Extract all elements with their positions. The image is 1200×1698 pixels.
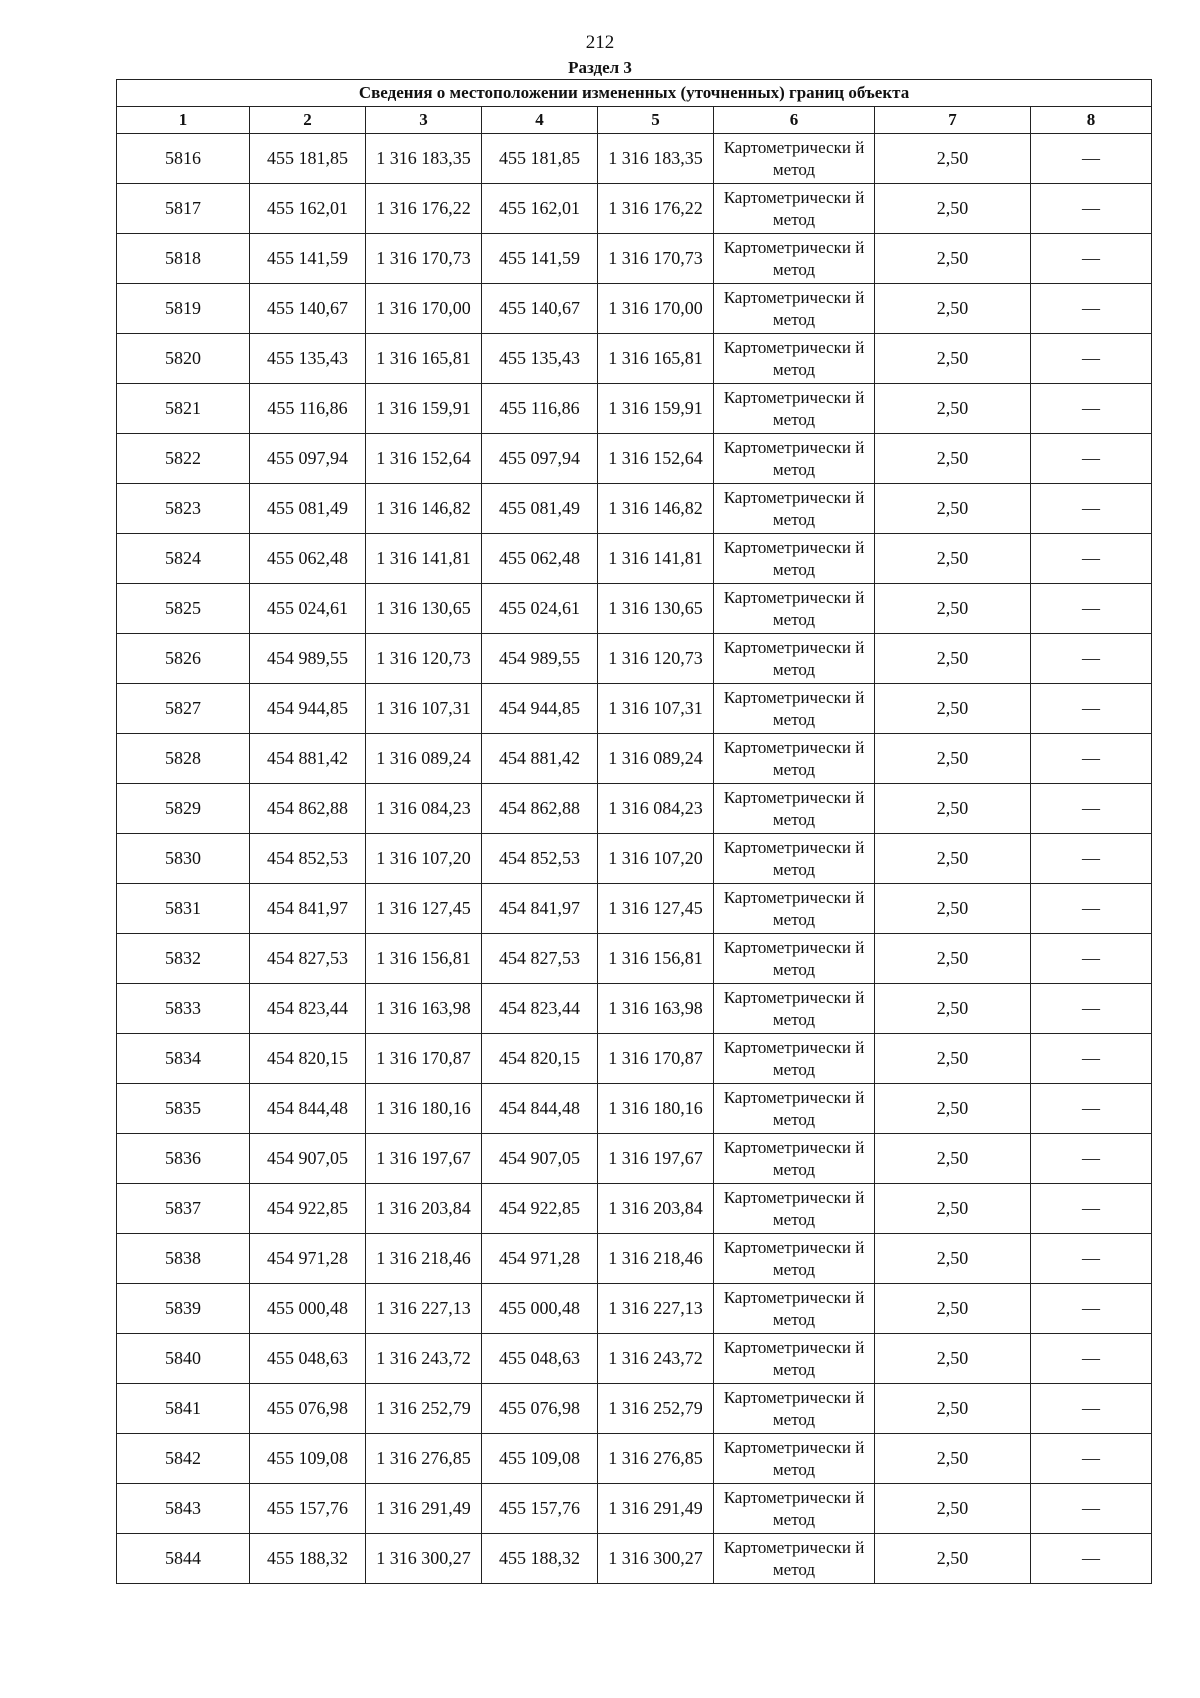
- cell-point-number: 5830: [117, 834, 250, 884]
- cell-y-existing: 1 316 130,65: [366, 584, 482, 634]
- cell-x-existing: 455 062,48: [250, 534, 366, 584]
- cell-y-new: 1 316 252,79: [598, 1384, 714, 1434]
- cell-x-existing: 454 844,48: [250, 1084, 366, 1134]
- cell-y-new: 1 316 203,84: [598, 1184, 714, 1234]
- cell-y-existing: 1 316 183,35: [366, 134, 482, 184]
- cell-description: —: [1031, 1284, 1152, 1334]
- cell-y-new: 1 316 218,46: [598, 1234, 714, 1284]
- cell-x-new: 454 852,53: [482, 834, 598, 884]
- cell-x-new: 455 116,86: [482, 384, 598, 434]
- cell-y-existing: 1 316 176,22: [366, 184, 482, 234]
- cell-x-existing: 455 140,67: [250, 284, 366, 334]
- table-row: [117, 284, 1152, 334]
- cell-description: —: [1031, 1434, 1152, 1484]
- cell-accuracy: 2,50: [875, 884, 1031, 934]
- cell-accuracy: 2,50: [875, 384, 1031, 434]
- cell-x-existing: 455 081,49: [250, 484, 366, 534]
- cell-description: —: [1031, 534, 1152, 584]
- table-row: [117, 1434, 1152, 1484]
- cell-description: —: [1031, 684, 1152, 734]
- cell-accuracy: 2,50: [875, 284, 1031, 334]
- cell-y-new: 1 316 107,20: [598, 834, 714, 884]
- cell-x-new: 454 944,85: [482, 684, 598, 734]
- cell-description: —: [1031, 1184, 1152, 1234]
- cell-point-number: 5838: [117, 1234, 250, 1284]
- cell-method: Картометрически й метод: [714, 234, 875, 284]
- cell-description: —: [1031, 1334, 1152, 1384]
- cell-x-new: 455 081,49: [482, 484, 598, 534]
- cell-y-existing: 1 316 141,81: [366, 534, 482, 584]
- cell-accuracy: 2,50: [875, 484, 1031, 534]
- cell-x-new: 454 922,85: [482, 1184, 598, 1234]
- cell-y-new: 1 316 197,67: [598, 1134, 714, 1184]
- cell-y-new: 1 316 141,81: [598, 534, 714, 584]
- cell-x-existing: 454 944,85: [250, 684, 366, 734]
- cell-accuracy: 2,50: [875, 584, 1031, 634]
- cell-description: —: [1031, 234, 1152, 284]
- cell-y-existing: 1 316 203,84: [366, 1184, 482, 1234]
- cell-y-new: 1 316 183,35: [598, 134, 714, 184]
- cell-point-number: 5821: [117, 384, 250, 434]
- cell-point-number: 5829: [117, 784, 250, 834]
- cell-method: Картометрически й метод: [714, 184, 875, 234]
- cell-point-number: 5816: [117, 134, 250, 184]
- cell-point-number: 5826: [117, 634, 250, 684]
- table-row: [117, 334, 1152, 384]
- cell-y-existing: 1 316 227,13: [366, 1284, 482, 1334]
- cell-y-new: 1 316 107,31: [598, 684, 714, 734]
- cell-point-number: 5837: [117, 1184, 250, 1234]
- cell-description: —: [1031, 834, 1152, 884]
- column-header-3: 3: [366, 107, 482, 134]
- cell-y-existing: 1 316 152,64: [366, 434, 482, 484]
- cell-y-new: 1 316 170,00: [598, 284, 714, 334]
- cell-x-existing: 454 827,53: [250, 934, 366, 984]
- cell-x-new: 454 841,97: [482, 884, 598, 934]
- cell-y-new: 1 316 176,22: [598, 184, 714, 234]
- cell-accuracy: 2,50: [875, 1184, 1031, 1234]
- column-header-2: 2: [250, 107, 366, 134]
- cell-y-existing: 1 316 146,82: [366, 484, 482, 534]
- cell-y-existing: 1 316 170,73: [366, 234, 482, 284]
- cell-x-existing: 455 097,94: [250, 434, 366, 484]
- cell-x-new: 454 971,28: [482, 1234, 598, 1284]
- cell-description: —: [1031, 1034, 1152, 1084]
- cell-y-new: 1 316 276,85: [598, 1434, 714, 1484]
- cell-y-new: 1 316 159,91: [598, 384, 714, 434]
- table-body: [117, 134, 1152, 1584]
- cell-x-new: 455 140,67: [482, 284, 598, 334]
- cell-x-existing: 455 157,76: [250, 1484, 366, 1534]
- cell-point-number: 5833: [117, 984, 250, 1034]
- cell-y-new: 1 316 163,98: [598, 984, 714, 1034]
- cell-x-new: 454 820,15: [482, 1034, 598, 1084]
- cell-description: —: [1031, 784, 1152, 834]
- cell-y-new: 1 316 180,16: [598, 1084, 714, 1134]
- cell-y-new: 1 316 156,81: [598, 934, 714, 984]
- table-row: [117, 1484, 1152, 1534]
- cell-x-new: 455 181,85: [482, 134, 598, 184]
- cell-accuracy: 2,50: [875, 234, 1031, 284]
- table-row: [117, 884, 1152, 934]
- table-row: [117, 534, 1152, 584]
- column-header-4: 4: [482, 107, 598, 134]
- cell-y-existing: 1 316 252,79: [366, 1384, 482, 1434]
- cell-description: —: [1031, 1234, 1152, 1284]
- cell-method: Картометрически й метод: [714, 684, 875, 734]
- cell-method: Картометрически й метод: [714, 784, 875, 834]
- table-row: [117, 1034, 1152, 1084]
- column-header-1: 1: [117, 107, 250, 134]
- cell-description: —: [1031, 984, 1152, 1034]
- column-header-6: 6: [714, 107, 875, 134]
- cell-x-new: 454 907,05: [482, 1134, 598, 1184]
- cell-y-existing: 1 316 089,24: [366, 734, 482, 784]
- cell-x-existing: 455 109,08: [250, 1434, 366, 1484]
- cell-x-new: 455 097,94: [482, 434, 598, 484]
- cell-x-new: 455 157,76: [482, 1484, 598, 1534]
- cell-x-existing: 455 076,98: [250, 1384, 366, 1434]
- cell-y-new: 1 316 146,82: [598, 484, 714, 534]
- cell-x-existing: 455 000,48: [250, 1284, 366, 1334]
- cell-y-new: 1 316 165,81: [598, 334, 714, 384]
- cell-y-new: 1 316 170,73: [598, 234, 714, 284]
- cell-point-number: 5820: [117, 334, 250, 384]
- cell-y-existing: 1 316 243,72: [366, 1334, 482, 1384]
- cell-accuracy: 2,50: [875, 1434, 1031, 1484]
- cell-y-new: 1 316 300,27: [598, 1534, 714, 1584]
- cell-x-new: 455 000,48: [482, 1284, 598, 1334]
- cell-y-existing: 1 316 107,20: [366, 834, 482, 884]
- cell-point-number: 5836: [117, 1134, 250, 1184]
- table-row: [117, 1334, 1152, 1384]
- cell-accuracy: 2,50: [875, 784, 1031, 834]
- table-row: [117, 934, 1152, 984]
- cell-x-new: 454 881,42: [482, 734, 598, 784]
- cell-y-new: 1 316 227,13: [598, 1284, 714, 1334]
- cell-method: Картометрически й метод: [714, 1234, 875, 1284]
- cell-description: —: [1031, 484, 1152, 534]
- cell-x-existing: 454 823,44: [250, 984, 366, 1034]
- cell-accuracy: 2,50: [875, 1034, 1031, 1084]
- cell-y-existing: 1 316 120,73: [366, 634, 482, 684]
- section-title: Раздел 3: [568, 58, 632, 77]
- cell-method: Картометрически й метод: [714, 1534, 875, 1584]
- cell-method: Картометрически й метод: [714, 1134, 875, 1184]
- page-number: 212: [585, 32, 615, 53]
- table-row: [117, 1234, 1152, 1284]
- cell-x-new: 455 076,98: [482, 1384, 598, 1434]
- cell-description: —: [1031, 384, 1152, 434]
- table-row: [117, 1084, 1152, 1134]
- cell-x-existing: 454 862,88: [250, 784, 366, 834]
- table-row: [117, 834, 1152, 884]
- cell-y-new: 1 316 170,87: [598, 1034, 714, 1084]
- cell-x-new: 454 844,48: [482, 1084, 598, 1134]
- cell-accuracy: 2,50: [875, 1334, 1031, 1384]
- cell-point-number: 5828: [117, 734, 250, 784]
- cell-description: —: [1031, 1384, 1152, 1434]
- cell-y-existing: 1 316 159,91: [366, 384, 482, 434]
- cell-x-existing: 455 116,86: [250, 384, 366, 434]
- cell-x-existing: 455 141,59: [250, 234, 366, 284]
- cell-description: —: [1031, 434, 1152, 484]
- cell-point-number: 5844: [117, 1534, 250, 1584]
- cell-x-existing: 455 188,32: [250, 1534, 366, 1584]
- cell-point-number: 5841: [117, 1384, 250, 1434]
- cell-method: Картометрически й метод: [714, 384, 875, 434]
- cell-description: —: [1031, 134, 1152, 184]
- cell-accuracy: 2,50: [875, 1084, 1031, 1134]
- cell-description: —: [1031, 284, 1152, 334]
- column-header-7: 7: [875, 107, 1031, 134]
- cell-x-existing: 454 922,85: [250, 1184, 366, 1234]
- column-number-row: [117, 107, 1152, 134]
- cell-accuracy: 2,50: [875, 984, 1031, 1034]
- cell-x-existing: 454 971,28: [250, 1234, 366, 1284]
- cell-x-existing: 454 841,97: [250, 884, 366, 934]
- cell-y-new: 1 316 120,73: [598, 634, 714, 684]
- cell-y-existing: 1 316 165,81: [366, 334, 482, 384]
- table-caption: Сведения о местоположении измененных (уточненных) границ объекта: [117, 80, 1152, 107]
- cell-method: Картометрически й метод: [714, 884, 875, 934]
- column-header-8: 8: [1031, 107, 1152, 134]
- coordinates-table: [116, 79, 1152, 1584]
- cell-y-existing: 1 316 276,85: [366, 1434, 482, 1484]
- cell-accuracy: 2,50: [875, 1484, 1031, 1534]
- cell-description: —: [1031, 884, 1152, 934]
- table-row: [117, 134, 1152, 184]
- cell-y-existing: 1 316 156,81: [366, 934, 482, 984]
- cell-method: Картометрически й метод: [714, 1434, 875, 1484]
- cell-x-existing: 454 989,55: [250, 634, 366, 684]
- cell-y-existing: 1 316 218,46: [366, 1234, 482, 1284]
- table-row: [117, 634, 1152, 684]
- cell-method: Картометрически й метод: [714, 1034, 875, 1084]
- table-row: [117, 384, 1152, 434]
- cell-x-new: 455 135,43: [482, 334, 598, 384]
- cell-y-existing: 1 316 170,87: [366, 1034, 482, 1084]
- cell-x-existing: 454 907,05: [250, 1134, 366, 1184]
- cell-method: Картометрически й метод: [714, 434, 875, 484]
- cell-point-number: 5827: [117, 684, 250, 734]
- cell-description: —: [1031, 634, 1152, 684]
- cell-y-existing: 1 316 300,27: [366, 1534, 482, 1584]
- cell-x-new: 454 827,53: [482, 934, 598, 984]
- cell-method: Картометрически й метод: [714, 1484, 875, 1534]
- cell-point-number: 5831: [117, 884, 250, 934]
- cell-accuracy: 2,50: [875, 1384, 1031, 1434]
- cell-accuracy: 2,50: [875, 684, 1031, 734]
- cell-method: Картометрически й метод: [714, 834, 875, 884]
- cell-y-existing: 1 316 197,67: [366, 1134, 482, 1184]
- cell-point-number: 5819: [117, 284, 250, 334]
- table-row: [117, 1284, 1152, 1334]
- cell-method: Картометрически й метод: [714, 534, 875, 584]
- cell-method: Картометрически й метод: [714, 134, 875, 184]
- cell-method: Картометрически й метод: [714, 1284, 875, 1334]
- cell-point-number: 5840: [117, 1334, 250, 1384]
- table-row: [117, 684, 1152, 734]
- table-row: [117, 984, 1152, 1034]
- cell-y-existing: 1 316 127,45: [366, 884, 482, 934]
- cell-y-new: 1 316 243,72: [598, 1334, 714, 1384]
- cell-accuracy: 2,50: [875, 534, 1031, 584]
- table-row: [117, 484, 1152, 534]
- cell-x-new: 455 141,59: [482, 234, 598, 284]
- cell-description: —: [1031, 184, 1152, 234]
- cell-description: —: [1031, 734, 1152, 784]
- cell-description: —: [1031, 934, 1152, 984]
- cell-point-number: 5823: [117, 484, 250, 534]
- cell-method: Картометрически й метод: [714, 634, 875, 684]
- cell-x-new: 454 989,55: [482, 634, 598, 684]
- cell-method: Картометрически й метод: [714, 584, 875, 634]
- cell-accuracy: 2,50: [875, 1284, 1031, 1334]
- cell-x-new: 455 024,61: [482, 584, 598, 634]
- cell-point-number: 5839: [117, 1284, 250, 1334]
- cell-accuracy: 2,50: [875, 734, 1031, 784]
- column-header-5: 5: [598, 107, 714, 134]
- cell-point-number: 5822: [117, 434, 250, 484]
- table-row: [117, 1534, 1152, 1584]
- cell-y-new: 1 316 089,24: [598, 734, 714, 784]
- cell-accuracy: 2,50: [875, 834, 1031, 884]
- cell-y-new: 1 316 084,23: [598, 784, 714, 834]
- cell-description: —: [1031, 1484, 1152, 1534]
- cell-y-existing: 1 316 107,31: [366, 684, 482, 734]
- cell-x-existing: 455 024,61: [250, 584, 366, 634]
- cell-accuracy: 2,50: [875, 134, 1031, 184]
- cell-y-existing: 1 316 084,23: [366, 784, 482, 834]
- table-row: [117, 1384, 1152, 1434]
- table-row: [117, 434, 1152, 484]
- cell-y-new: 1 316 130,65: [598, 584, 714, 634]
- cell-method: Картометрически й метод: [714, 1384, 875, 1434]
- cell-point-number: 5842: [117, 1434, 250, 1484]
- table-row: [117, 1134, 1152, 1184]
- cell-point-number: 5834: [117, 1034, 250, 1084]
- cell-y-new: 1 316 127,45: [598, 884, 714, 934]
- cell-x-existing: 455 162,01: [250, 184, 366, 234]
- cell-point-number: 5824: [117, 534, 250, 584]
- cell-y-existing: 1 316 291,49: [366, 1484, 482, 1534]
- cell-method: Картометрически й метод: [714, 1184, 875, 1234]
- cell-method: Картометрически й метод: [714, 934, 875, 984]
- cell-y-new: 1 316 152,64: [598, 434, 714, 484]
- cell-method: Картометрически й метод: [714, 284, 875, 334]
- cell-x-existing: 454 881,42: [250, 734, 366, 784]
- cell-method: Картометрически й метод: [714, 484, 875, 534]
- cell-accuracy: 2,50: [875, 1234, 1031, 1284]
- cell-point-number: 5817: [117, 184, 250, 234]
- cell-description: —: [1031, 334, 1152, 384]
- cell-description: —: [1031, 584, 1152, 634]
- cell-point-number: 5843: [117, 1484, 250, 1534]
- cell-accuracy: 2,50: [875, 934, 1031, 984]
- cell-point-number: 5818: [117, 234, 250, 284]
- cell-point-number: 5835: [117, 1084, 250, 1134]
- table-row: [117, 184, 1152, 234]
- cell-x-existing: 455 048,63: [250, 1334, 366, 1384]
- cell-x-new: 455 188,32: [482, 1534, 598, 1584]
- table-row: [117, 734, 1152, 784]
- table-row: [117, 234, 1152, 284]
- cell-description: —: [1031, 1534, 1152, 1584]
- cell-x-new: 455 048,63: [482, 1334, 598, 1384]
- cell-accuracy: 2,50: [875, 634, 1031, 684]
- cell-point-number: 5832: [117, 934, 250, 984]
- cell-x-existing: 455 181,85: [250, 134, 366, 184]
- cell-x-existing: 455 135,43: [250, 334, 366, 384]
- cell-accuracy: 2,50: [875, 334, 1031, 384]
- cell-x-new: 455 062,48: [482, 534, 598, 584]
- cell-accuracy: 2,50: [875, 1534, 1031, 1584]
- table-row: [117, 784, 1152, 834]
- cell-accuracy: 2,50: [875, 184, 1031, 234]
- cell-accuracy: 2,50: [875, 1134, 1031, 1184]
- cell-accuracy: 2,50: [875, 434, 1031, 484]
- cell-y-existing: 1 316 163,98: [366, 984, 482, 1034]
- cell-x-new: 455 162,01: [482, 184, 598, 234]
- cell-method: Картометрически й метод: [714, 1084, 875, 1134]
- table-row: [117, 1184, 1152, 1234]
- cell-method: Картометрически й метод: [714, 734, 875, 784]
- cell-method: Картометрически й метод: [714, 1334, 875, 1384]
- cell-method: Картометрически й метод: [714, 334, 875, 384]
- cell-y-new: 1 316 291,49: [598, 1484, 714, 1534]
- cell-x-existing: 454 852,53: [250, 834, 366, 884]
- cell-description: —: [1031, 1084, 1152, 1134]
- cell-y-existing: 1 316 180,16: [366, 1084, 482, 1134]
- cell-method: Картометрически й метод: [714, 984, 875, 1034]
- cell-x-existing: 454 820,15: [250, 1034, 366, 1084]
- cell-point-number: 5825: [117, 584, 250, 634]
- table-row: [117, 584, 1152, 634]
- cell-x-new: 455 109,08: [482, 1434, 598, 1484]
- cell-description: —: [1031, 1134, 1152, 1184]
- cell-x-new: 454 862,88: [482, 784, 598, 834]
- cell-x-new: 454 823,44: [482, 984, 598, 1034]
- cell-y-existing: 1 316 170,00: [366, 284, 482, 334]
